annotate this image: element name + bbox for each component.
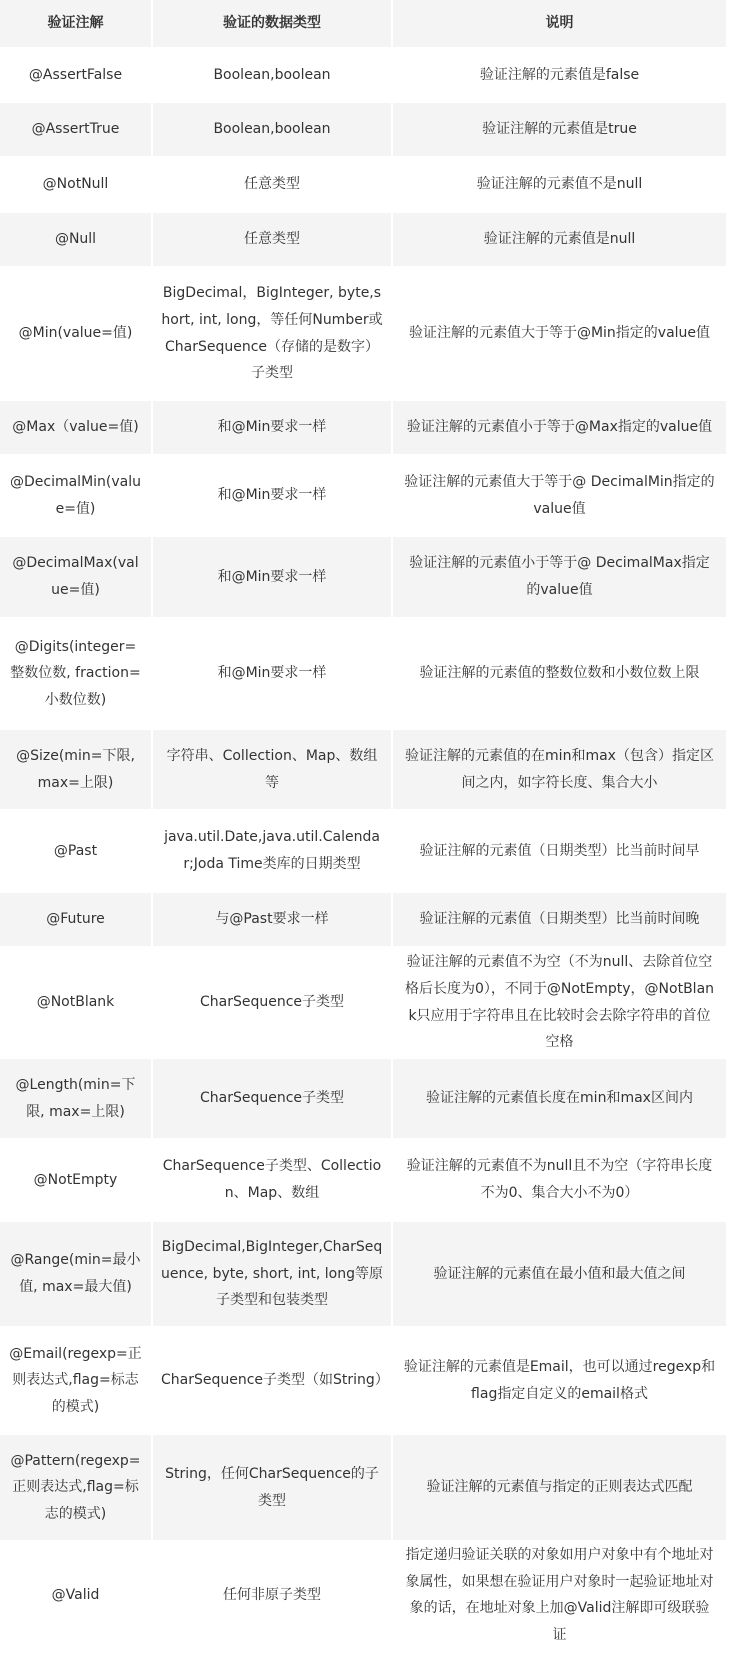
table-row	[0, 456, 728, 537]
annotation-cell: @Range(min=最小值, max=最大值)	[0, 1222, 153, 1328]
annotation-cell: @DecimalMin(value=值)	[0, 456, 153, 537]
description-cell: 验证注解的元素值大于等于@Min指定的value值	[393, 268, 728, 401]
annotation-cell: @Max（value=值)	[0, 401, 153, 456]
table-row	[0, 268, 728, 401]
annotation-cell: @Min(value=值)	[0, 268, 153, 401]
annotation-cell: @AssertTrue	[0, 103, 153, 158]
annotation-cell: @AssertFalse	[0, 49, 153, 103]
data-type-cell: Boolean,boolean	[153, 103, 393, 158]
table-row	[0, 1542, 728, 1650]
table-row	[0, 619, 728, 730]
data-type-cell: BigDecimal，BigInteger, byte,short, int, long，等任何Number或CharSequence（存储的是数字）子类型	[153, 268, 393, 401]
annotation-cell: @Size(min=下限, max=上限)	[0, 730, 153, 811]
annotation-cell: @Digits(integer=整数位数, fraction=小数位数)	[0, 619, 153, 730]
table-body	[0, 49, 728, 1650]
header-description: 说明	[393, 0, 728, 49]
annotation-cell: @Length(min=下限, max=上限)	[0, 1059, 153, 1140]
annotation-cell: @Past	[0, 811, 153, 893]
description-cell: 验证注解的元素值是Email，也可以通过regexp和flag指定自定义的email格式	[393, 1328, 728, 1435]
data-type-cell: 和@Min要求一样	[153, 456, 393, 537]
table-row	[0, 948, 728, 1059]
table-row	[0, 893, 728, 948]
data-type-cell: CharSequence子类型、Collection、Map、数组	[153, 1140, 393, 1222]
table-row	[0, 49, 728, 103]
description-cell: 验证注解的元素值不是null	[393, 158, 728, 213]
data-type-cell: 和@Min要求一样	[153, 619, 393, 730]
annotation-cell: @Future	[0, 893, 153, 948]
description-cell: 指定递归验证关联的对象如用户对象中有个地址对象属性，如果想在验证用户对象时一起验证地址对象的话，在地址对象上加@Valid注解即可级联验证	[393, 1542, 728, 1650]
description-cell: 验证注解的元素值的在min和max（包含）指定区间之内，如字符长度、集合大小	[393, 730, 728, 811]
data-type-cell: CharSequence子类型	[153, 948, 393, 1059]
header-data-type: 验证的数据类型	[153, 0, 393, 49]
description-cell: 验证注解的元素值是false	[393, 49, 728, 103]
annotation-cell: @NotEmpty	[0, 1140, 153, 1222]
annotation-cell: @Email(regexp=正则表达式,flag=标志的模式)	[0, 1328, 153, 1435]
table-header	[0, 0, 728, 49]
description-cell: 验证注解的元素值不为null且不为空（字符串长度不为0、集合大小不为0）	[393, 1140, 728, 1222]
data-type-cell: 任意类型	[153, 158, 393, 213]
table-row	[0, 811, 728, 893]
table-row	[0, 1059, 728, 1140]
annotation-cell: @Valid	[0, 1542, 153, 1650]
description-cell: 验证注解的元素值小于等于@Max指定的value值	[393, 401, 728, 456]
description-cell: 验证注解的元素值在最小值和最大值之间	[393, 1222, 728, 1328]
data-type-cell: BigDecimal,BigInteger,CharSequence, byte, short, int, long等原子类型和包装类型	[153, 1222, 393, 1328]
data-type-cell: 字符串、Collection、Map、数组等	[153, 730, 393, 811]
description-cell: 验证注解的元素值（日期类型）比当前时间早	[393, 811, 728, 893]
description-cell: 验证注解的元素值是null	[393, 213, 728, 268]
table-row	[0, 1222, 728, 1328]
table-row	[0, 1328, 728, 1435]
table-row	[0, 158, 728, 213]
table-row	[0, 213, 728, 268]
table-row	[0, 103, 728, 158]
data-type-cell: 与@Past要求一样	[153, 893, 393, 948]
annotation-cell: @Pattern(regexp=正则表达式,flag=标志的模式)	[0, 1435, 153, 1542]
annotation-cell: @DecimalMax(value=值)	[0, 537, 153, 619]
annotation-cell: @NotNull	[0, 158, 153, 213]
description-cell: 验证注解的元素值与指定的正则表达式匹配	[393, 1435, 728, 1542]
description-cell: 验证注解的元素值是true	[393, 103, 728, 158]
data-type-cell: 任意类型	[153, 213, 393, 268]
table-row	[0, 1140, 728, 1222]
table-row	[0, 730, 728, 811]
header-annotation: 验证注解	[0, 0, 153, 49]
description-cell: 验证注解的元素值小于等于@ DecimalMax指定的value值	[393, 537, 728, 619]
data-type-cell: Boolean,boolean	[153, 49, 393, 103]
description-cell: 验证注解的元素值长度在min和max区间内	[393, 1059, 728, 1140]
data-type-cell: java.util.Date,java.util.Calendar;Joda Time类库的日期类型	[153, 811, 393, 893]
data-type-cell: 任何非原子类型	[153, 1542, 393, 1650]
header-row	[0, 0, 728, 49]
data-type-cell: CharSequence子类型（如String）	[153, 1328, 393, 1435]
description-cell: 验证注解的元素值的整数位数和小数位数上限	[393, 619, 728, 730]
data-type-cell: 和@Min要求一样	[153, 401, 393, 456]
description-cell: 验证注解的元素值不为空（不为null、去除首位空格后长度为0），不同于@NotEmpty，@NotBlank只应用于字符串且在比较时会去除字符串的首位空格	[393, 948, 728, 1059]
table-row	[0, 1435, 728, 1542]
annotation-cell: @NotBlank	[0, 948, 153, 1059]
description-cell: 验证注解的元素值大于等于@ DecimalMin指定的value值	[393, 456, 728, 537]
data-type-cell: 和@Min要求一样	[153, 537, 393, 619]
table-row	[0, 401, 728, 456]
description-cell: 验证注解的元素值（日期类型）比当前时间晚	[393, 893, 728, 948]
data-type-cell: CharSequence子类型	[153, 1059, 393, 1140]
table-row	[0, 537, 728, 619]
annotation-cell: @Null	[0, 213, 153, 268]
data-type-cell: String，任何CharSequence的子类型	[153, 1435, 393, 1542]
